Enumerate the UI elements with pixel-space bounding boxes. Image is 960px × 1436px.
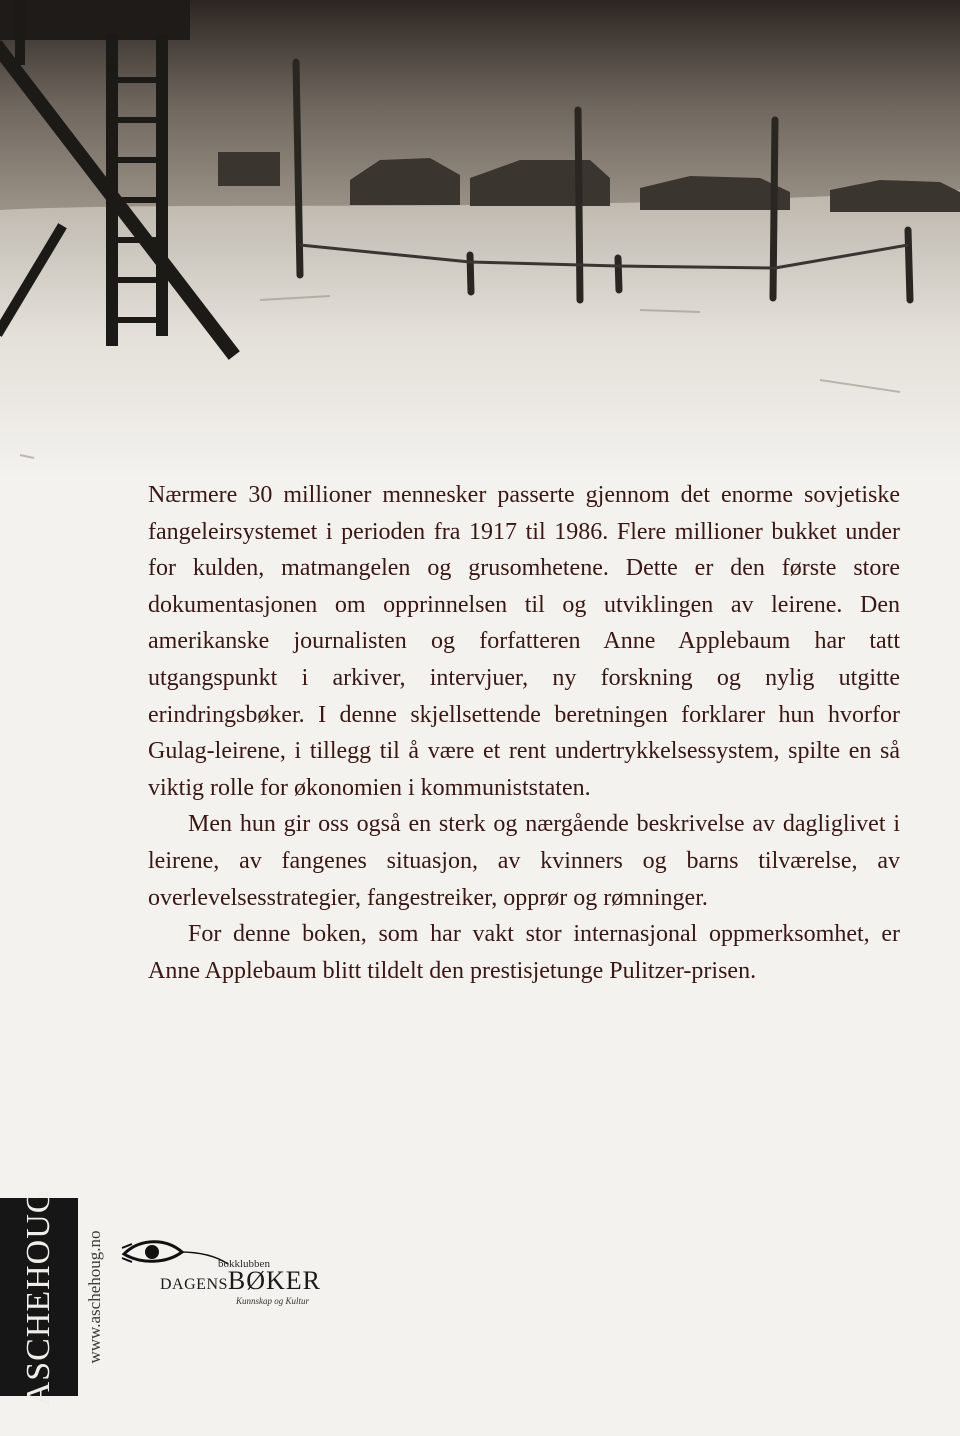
book-club-small-text: bokklubben	[218, 1258, 270, 1270]
book-club-tagline: Kunnskap og Kultur	[236, 1296, 310, 1306]
prison-camp-watchtower-photo	[0, 0, 960, 480]
publisher-logo	[0, 1187, 78, 1407]
blurb-paragraph: Nærmere 30 millioner mennesker passerte gjennom det enorme sovjetiske fangeleirsystemet i perioden fra 1917 til 1986. Flere millioner bukket under for kulden, matmangelen og grusomhetene. Dette er den første store dokumentasjonen om opprinnelsen til og utviklingen av leirene. Den amerikanske journalisten og forfatteren Anne Applebaum har tatt utgangspunkt i arkiver, intervjuer, ny forskning og nylig utgitte erindringsbøker. I denne skjellsettende beretningen forklarer hun hvorfor Gulag-leirene, i tillegg til å være et rent undertrykkelsessystem, spilte en så viktig rolle for økonomien i kommuniststaten.	[148, 482, 900, 801]
book-club-brand-part1: DAGENS	[160, 1276, 228, 1293]
blurb-paragraph: For denne boken, som har vakt stor internasjonal oppmerksomhet, er Anne Applebaum blitt tildelt den prestisjetunge Pulitzer-prisen.	[148, 921, 900, 984]
eye-icon	[120, 1234, 230, 1270]
book-club-logo	[120, 1234, 322, 1306]
blurb-paragraph: Men hun gir oss også en sterk og nærgående beskrivelse av dagliglivet i leirene, av fangenes situasjon, av kvinners og barns tilværelse, av overlevelsesstrategier, fangestreiker, opprør og rømninger.	[148, 811, 900, 911]
publisher-url-strip	[78, 1198, 112, 1396]
publisher-url: www.aschehoug.no	[85, 1230, 104, 1364]
cover-photo	[0, 0, 960, 480]
publisher-sidebar	[0, 1187, 112, 1407]
book-club-brand-part2: BØKER	[227, 1266, 322, 1295]
publisher-name: ASCHEHOUG	[20, 1187, 57, 1407]
back-cover-blurb	[148, 477, 900, 989]
book-club-brand	[160, 1266, 321, 1296]
